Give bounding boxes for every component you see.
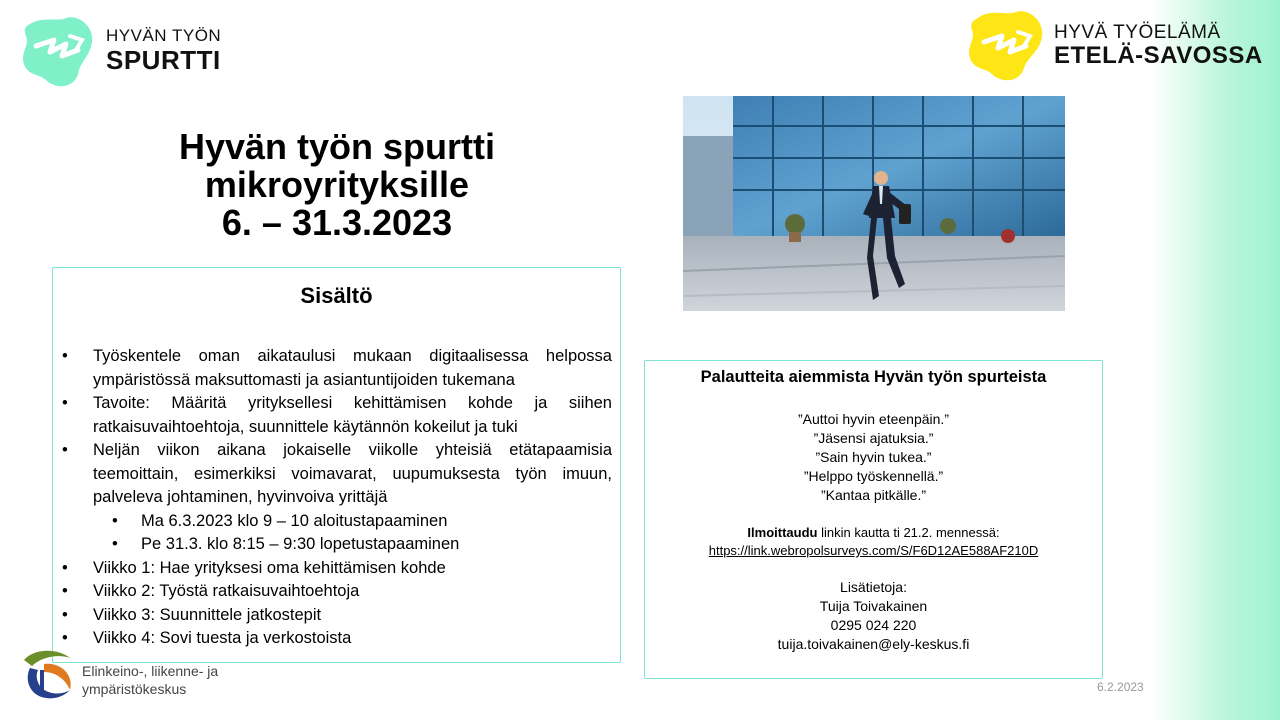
slide-date: 6.2.2023 — [1097, 680, 1144, 694]
office-building-illustration — [683, 96, 1065, 311]
feedback-quote: ”Auttoi hyvin eteenpäin.” — [798, 411, 949, 427]
signup-link[interactable]: https://link.webropolsurveys.com/S/F6D12AE588AF210D — [708, 543, 1039, 558]
content-item: • Työskentele oman aikataulusi mukaan digitaalisessa helpossa ympäristössä maksuttomasti ja asiantuntijoiden tukemana — [62, 345, 612, 392]
signup-info — [644, 524, 1103, 560]
feedback-quote: ”Sain hyvin tukea.” — [815, 449, 932, 465]
feedback-quotes — [644, 410, 1103, 505]
spurtti-logo-icon — [20, 16, 96, 90]
hyvan-tyon-spurtti-logo — [20, 16, 220, 90]
signup-text: linkin kautta ti 21.2. mennessä: — [817, 525, 1000, 540]
page-title — [92, 128, 582, 242]
signup-line — [644, 524, 1103, 542]
feedback-quote: ”Jäsensi ajatuksia.” — [813, 430, 934, 446]
ely-keskus-logo — [20, 646, 250, 702]
ely-line1: Elinkeino-, liikenne- ja — [82, 663, 219, 679]
title-line-3: 6. – 31.3.2023 — [221, 202, 453, 243]
feedback-heading: Palautteita aiemmista Hyvän työn spurteista — [700, 368, 1047, 386]
content-item: • Viikko 1: Hae yrityksesi oma kehittämisen kohde — [62, 557, 612, 581]
logo-right-line1: HYVÄ TYÖELÄMÄ — [1054, 22, 1221, 43]
contact-heading: Lisätietoja: — [840, 579, 907, 595]
content-subitem: • Ma 6.3.2023 klo 9 – 10 aloitustapaaminen — [62, 510, 612, 534]
content-item: • Viikko 2: Työstä ratkaisuvaihtoehtoja — [62, 580, 612, 604]
content-heading: Sisältö — [300, 283, 373, 308]
signup-bold: Ilmoittaudu — [747, 525, 818, 540]
logo-left-line2: SPURTTI — [106, 45, 221, 75]
logo-left-line1: HYVÄN TYÖN — [106, 26, 222, 45]
content-list — [62, 345, 612, 651]
content-item: • Tavoite: Määritä yrityksellesi kehittämisen kohde ja siihen ratkaisuvaihtoehtoja, suunnittele käytännön kokeilut ja tuki — [62, 392, 612, 439]
title-line-2: mikroyrityksille — [204, 164, 470, 205]
title-line-1: Hyvän työn spurtti — [178, 126, 496, 167]
contact-name: Tuija Toivakainen — [819, 598, 928, 614]
contact-phone: 0295 024 220 — [830, 617, 917, 633]
businessman-photo — [683, 96, 1065, 311]
hyva-tyoelama-logo — [966, 8, 1263, 84]
ely-logo-icon — [20, 646, 76, 702]
logo-right-line2: ETELÄ-SAVOSSA — [1054, 42, 1263, 69]
content-item: • Viikko 3: Suunnittele jatkostepit — [62, 604, 612, 628]
feedback-quote: ”Helppo työskennellä.” — [803, 468, 944, 484]
contact-email: tuija.toivakainen@ely-keskus.fi — [777, 636, 970, 652]
tyoelama-logo-icon — [966, 8, 1046, 84]
content-subitem: • Pe 31.3. klo 8:15 – 9:30 lopetustapaaminen — [62, 533, 612, 557]
contact-info — [644, 578, 1103, 654]
content-item: • Viikko 4: Sovi tuesta ja verkostoista — [62, 627, 612, 651]
ely-line2: ympäristökeskus — [82, 681, 187, 697]
feedback-quote: ”Kantaa pitkälle.” — [820, 487, 927, 503]
content-item: • Neljän viikon aikana jokaiselle viikolle yhteisiä etätapaamisia teemoittain, esimerkiksi voimavarat, uupumuksesta työn imuun, palveleva johtaminen, hyvinvoiva yrittäjä — [62, 439, 612, 510]
